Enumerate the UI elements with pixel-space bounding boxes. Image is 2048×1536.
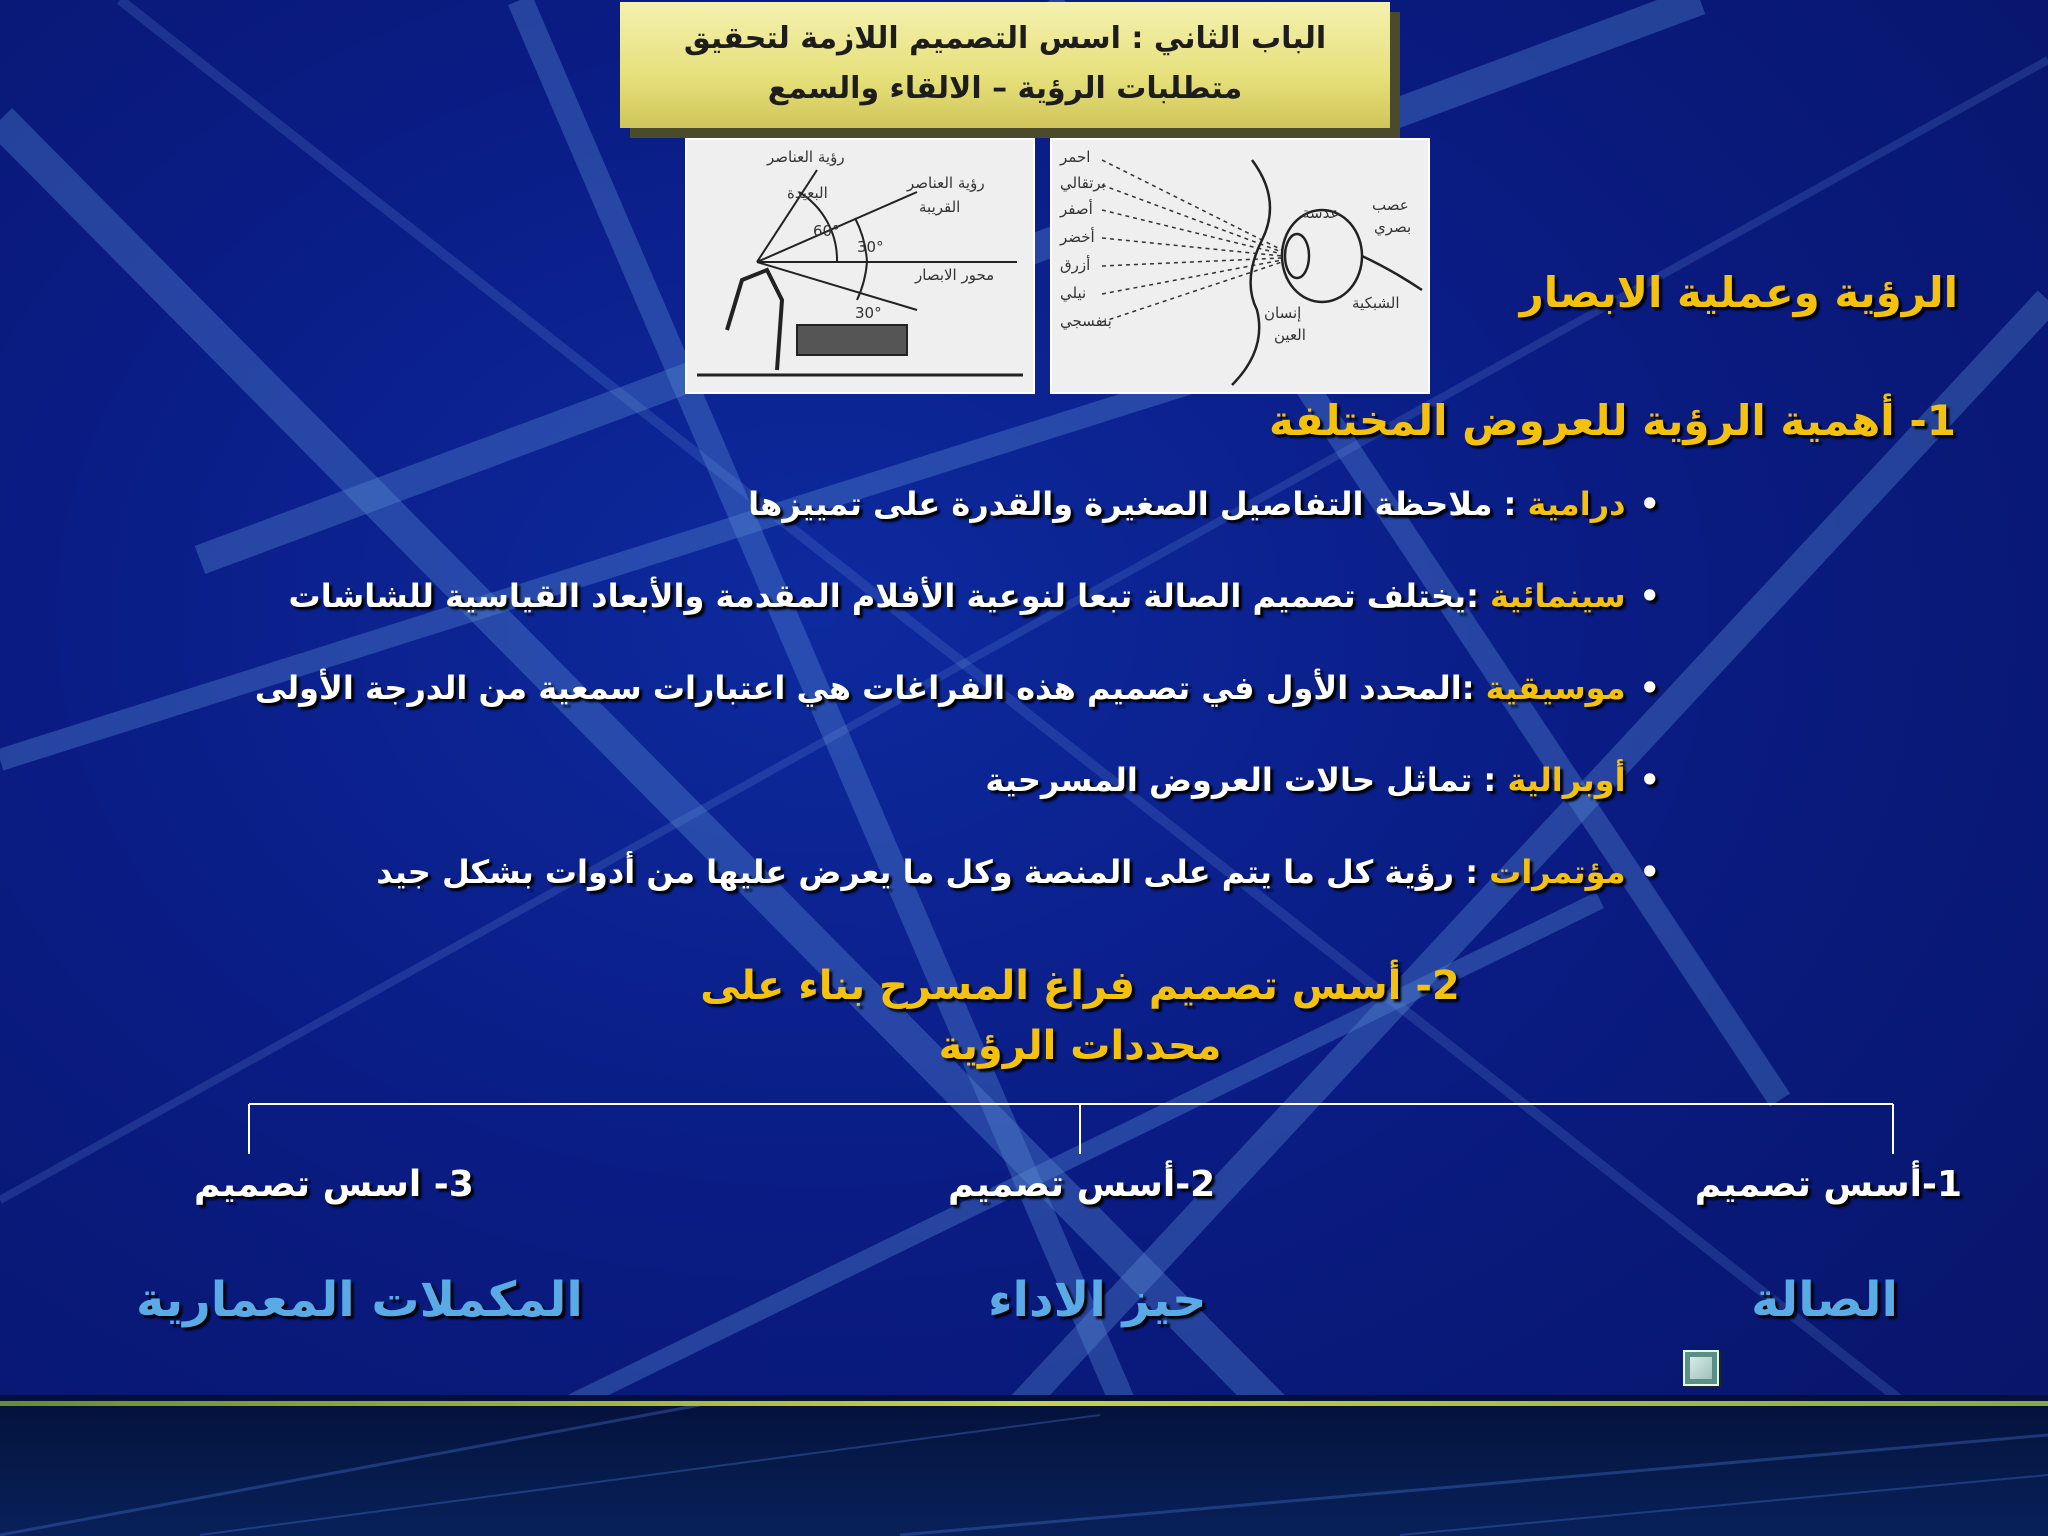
footer-band (0, 1395, 2048, 1536)
color-green: أخضر (1060, 228, 1095, 246)
bullet-dot: • (1639, 669, 1660, 707)
branch-stage-label: 2-أسس تصميم (948, 1164, 1216, 1205)
bullet-term: درامية (1527, 485, 1626, 523)
color-orange: برتقالي (1060, 174, 1106, 192)
eye-spectrum-diagram (1052, 140, 1428, 392)
bullet-cinema (100, 572, 1660, 664)
face-profile (1232, 160, 1270, 385)
color-indigo: نيلي (1060, 284, 1087, 302)
label-angle-30a: 30° (857, 238, 884, 256)
bullet-dot: • (1639, 853, 1660, 891)
bullet-dot: • (1639, 761, 1660, 799)
heading-foundations: 2- أسس تصميم فراغ المسرح بناء على محددات الرؤية (700, 963, 1460, 1069)
bullet-text: :يختلف تصميم الصالة تبعا لنوعية الأفلام المقدمة والأبعاد القياسية للشاشات (288, 577, 1490, 615)
bullet-text: :المحدد الأول في تصميم هذه الفراغات هي اعتبارات سمعية من الدرجة الأولى (254, 669, 1486, 707)
footer-rule (0, 1401, 2048, 1406)
target-performance-space: حيز الاداء (988, 1272, 1207, 1328)
label-near-2: القريبة (919, 198, 961, 216)
viewing-angle-figure (685, 138, 1035, 394)
bullet-dot: • (1639, 577, 1660, 615)
target-architectural-complements: المكملات المعمارية (136, 1272, 583, 1328)
platform (797, 325, 907, 355)
bullet-music (100, 664, 1660, 756)
lens (1285, 234, 1309, 278)
slide-nav-button[interactable] (1683, 1350, 1719, 1386)
label-nerve-2: بصري (1374, 218, 1412, 236)
eye-spectrum-figure (1050, 138, 1430, 394)
viewer-silhouette (727, 270, 782, 370)
label-pupil-1: إنسان (1264, 304, 1302, 322)
label-lens: عدسة (1302, 204, 1340, 222)
label-angle-30b: 30° (855, 304, 882, 322)
heading-vision: الرؤية وعملية الابصار (1519, 268, 1958, 317)
branch-auditorium-label: 1-أسس تصميم (1694, 1164, 1962, 1205)
bullet-dot: • (1639, 485, 1660, 523)
label-retina: الشبكية (1352, 294, 1400, 312)
label-angle-60: 60° (813, 222, 840, 240)
bullet-list (100, 480, 1660, 940)
label-axis: محور الابصار (915, 266, 995, 284)
bullet-drama (100, 480, 1660, 572)
title-line-2: متطلبات الرؤية – الالقاء والسمع (767, 71, 1243, 106)
bullet-term: موسيقية (1485, 669, 1626, 707)
color-yellow: أصفر (1060, 200, 1093, 218)
title-box (620, 2, 1390, 128)
bullet-term: سينمائية (1490, 577, 1626, 615)
bullet-text: : تماثل حالات العروض المسرحية (985, 761, 1508, 799)
bullet-conference (100, 848, 1660, 940)
label-far-2: البعيدة (787, 184, 828, 202)
title-line-1: الباب الثاني : اسس التصميم اللازمة لتحقيق (683, 21, 1327, 56)
color-red: احمر (1060, 148, 1091, 166)
heading-importance: 1- أهمية الرؤية للعروض المختلفة (1268, 396, 1956, 445)
eyeball (1282, 210, 1362, 302)
branch-complements-label: 3- اسس تصميم (194, 1164, 474, 1205)
bullet-term: أوبرالية (1507, 761, 1626, 799)
optic-nerve (1362, 256, 1422, 290)
viewing-angle-diagram (687, 140, 1033, 392)
bullet-text: : ملاحظة التفاصيل الصغيرة والقدرة على تمييزها (748, 485, 1528, 523)
footer-decoration (0, 1395, 2048, 1536)
color-violet: بنفسجي (1060, 312, 1112, 330)
label-pupil-2: العين (1274, 326, 1306, 344)
label-nerve-1: عصب (1372, 196, 1409, 214)
color-blue: أزرق (1060, 256, 1091, 274)
target-auditorium: الصالة (1751, 1272, 1898, 1328)
bullet-opera (100, 756, 1660, 848)
label-far-1: رؤية العناصر (767, 148, 845, 166)
bullet-text: : رؤية كل ما يتم على المنصة وكل ما يعرض عليها من أدوات بشكل جيد (376, 853, 1490, 891)
label-near-1: رؤية العناصر (907, 174, 985, 192)
bullet-term: مؤتمرات (1489, 853, 1626, 891)
